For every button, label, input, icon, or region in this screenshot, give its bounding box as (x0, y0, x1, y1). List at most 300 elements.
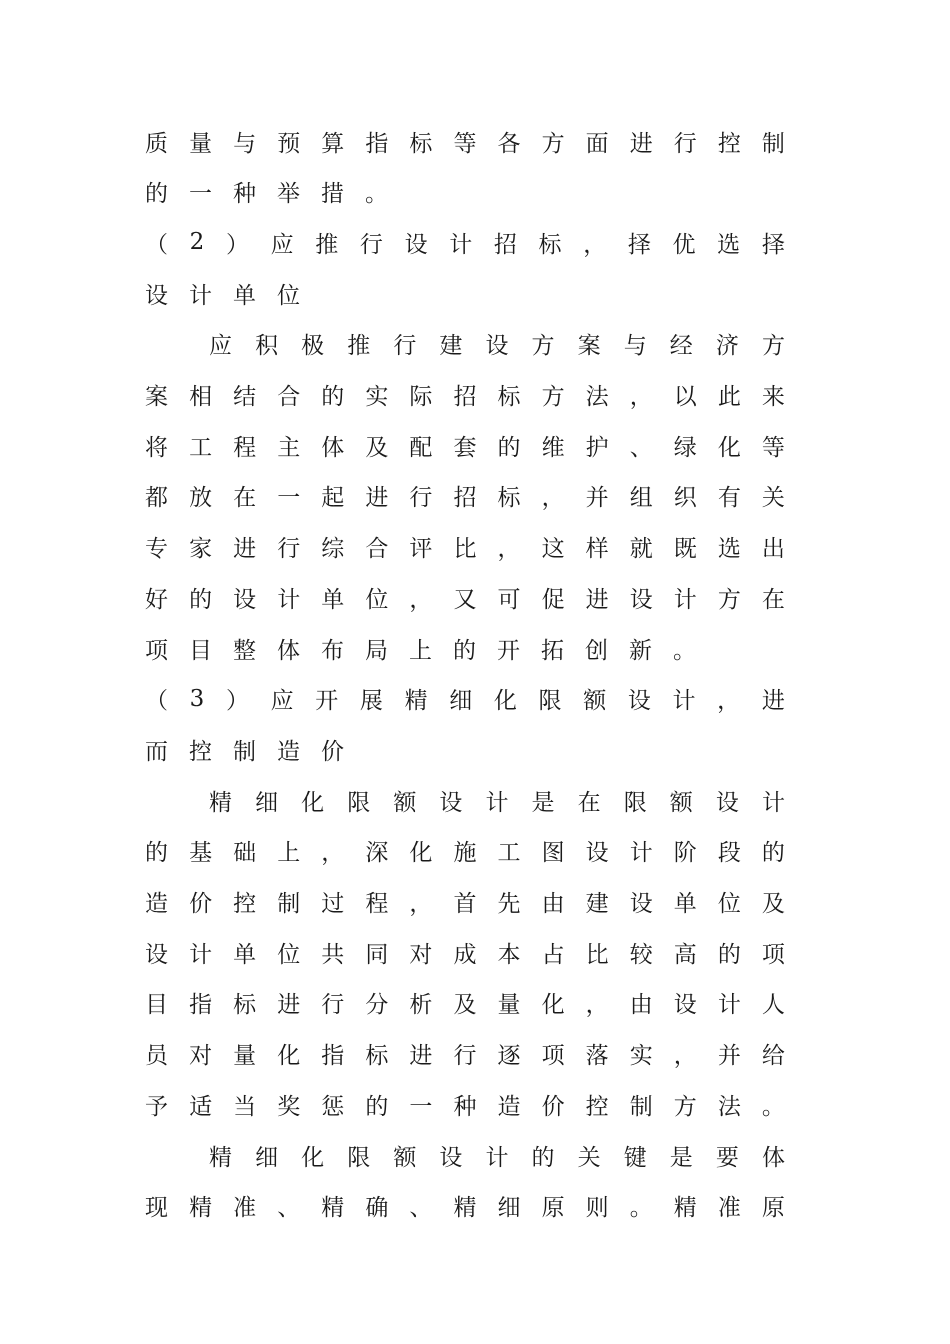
text-char: 应 (209, 333, 232, 360)
text-char: 举 (277, 181, 300, 208)
text-char: 精 (209, 1144, 232, 1171)
text-char: 计 (673, 586, 697, 613)
text-char: 额 (669, 789, 693, 816)
text-char: 精 (189, 1195, 213, 1222)
text-line (145, 935, 785, 969)
text-char: 设 (627, 688, 651, 715)
text-char: 新 (629, 637, 652, 664)
text-line (209, 1138, 785, 1172)
text-char: 应 (270, 688, 294, 715)
text-line (145, 986, 785, 1020)
text-char: 一 (189, 181, 212, 208)
text-char: 就 (629, 536, 653, 563)
text-char: 的 (321, 384, 345, 410)
text-char: 进 (365, 485, 389, 512)
text-char: 开 (315, 688, 339, 715)
text-char: 单 (233, 941, 257, 968)
text-line (145, 732, 785, 766)
text-char: 标 (409, 130, 433, 157)
text-char: 指 (321, 1043, 345, 1070)
text-char: 设 (233, 586, 257, 613)
text-char: 制 (277, 891, 301, 917)
text-char: 这 (541, 536, 565, 563)
text-char: 与 (233, 130, 257, 157)
text-char: 由 (541, 891, 565, 917)
text-char: 关 (761, 485, 785, 512)
text-char: 专 (145, 536, 168, 563)
text-char: 额 (583, 688, 607, 715)
text-char: 比 (585, 941, 609, 968)
text-char: 的 (145, 840, 168, 867)
text-char: 设 (629, 586, 653, 613)
text-char: 精 (209, 789, 232, 816)
text-char: 项 (541, 1043, 565, 1070)
text-char: 、 (277, 1195, 301, 1222)
text-char: 落 (585, 1043, 609, 1070)
text-char: 方 (761, 333, 785, 360)
text-char: 选 (717, 536, 741, 563)
text-char: 起 (321, 485, 345, 512)
text-char: 基 (189, 840, 213, 867)
text-char: 及 (453, 992, 477, 1019)
text-char: 位 (277, 941, 301, 968)
text-char: 限 (347, 789, 371, 816)
text-char: 先 (497, 891, 521, 917)
text-char: 制 (629, 1093, 653, 1120)
text-char: 推 (315, 231, 339, 258)
text-char: 逐 (497, 1043, 521, 1070)
text-char: 相 (189, 384, 213, 410)
text-char: 化 (301, 789, 325, 816)
text-char: 行 (409, 485, 433, 512)
text-char: 主 (277, 434, 301, 461)
text-char: 绿 (673, 434, 697, 461)
text-char: 标 (538, 231, 562, 258)
text-char: ， (585, 992, 609, 1019)
text-char: 选 (717, 231, 741, 258)
text-char: 目 (145, 992, 168, 1019)
text-char: 择 (627, 231, 651, 258)
text-char: 进 (585, 586, 609, 613)
text-char: 应 (270, 231, 294, 258)
text-char: 化 (493, 688, 517, 715)
text-char: 是 (531, 789, 555, 816)
text-char: 准 (233, 1195, 257, 1222)
text-char: 既 (673, 536, 697, 563)
text-char: 经 (669, 333, 693, 360)
text-char: 准 (717, 1195, 741, 1222)
text-char: 行 (359, 231, 383, 258)
text-char: 进 (277, 992, 301, 1019)
text-char: 等 (761, 434, 785, 461)
text-char: 阶 (673, 840, 697, 867)
text-char: 量 (189, 130, 213, 157)
text-char: 一 (409, 1093, 433, 1120)
text-char: 综 (321, 536, 345, 563)
text-char: 合 (277, 384, 301, 410)
text-char: 招 (493, 231, 517, 258)
text-char: ） (225, 688, 249, 715)
text-char: 限 (538, 688, 562, 715)
text-char: 组 (629, 485, 653, 512)
text-line (145, 428, 785, 462)
text-char: 是 (669, 1144, 693, 1171)
text-char: 对 (189, 1043, 213, 1070)
text-char: 套 (453, 434, 477, 461)
text-char: 键 (623, 1144, 647, 1171)
text-char: 过 (321, 891, 345, 917)
text-char: 控 (717, 130, 741, 157)
text-char: 员 (145, 1043, 168, 1070)
text-char: 合 (365, 536, 389, 563)
text-char: 工 (497, 840, 521, 867)
text-char: 价 (189, 891, 213, 917)
text-char: 的 (717, 941, 741, 968)
text-char: 有 (717, 485, 741, 512)
text-char: 方 (531, 333, 555, 360)
text-char: 惩 (321, 1093, 345, 1120)
text-char: 配 (409, 434, 433, 461)
text-char: 化 (409, 840, 433, 867)
text-char: 计 (629, 840, 653, 867)
text-line (145, 1189, 785, 1223)
text-char: 标 (233, 992, 257, 1019)
text-char: 化 (277, 1043, 301, 1070)
text-char: 并 (585, 485, 609, 512)
text-char: 开 (497, 637, 520, 664)
text-char: 预 (277, 130, 301, 157)
text-char: 设 (439, 1144, 463, 1171)
text-char: 及 (761, 891, 785, 917)
text-char: 进 (233, 536, 257, 563)
text-char: 较 (629, 941, 653, 968)
text-char: 高 (673, 941, 697, 968)
text-char: 精 (673, 1195, 697, 1222)
text-char: 位 (365, 586, 389, 613)
text-char: 计 (672, 688, 696, 715)
text-char: 。 (629, 1195, 653, 1222)
text-char: 计 (485, 1144, 509, 1171)
text-char: 种 (233, 181, 256, 208)
text-char: 。 (365, 181, 388, 208)
text-char: 好 (145, 586, 168, 613)
text-char: 限 (347, 1144, 371, 1171)
text-char: 造 (497, 1093, 521, 1120)
text-char: 予 (145, 1093, 168, 1120)
text-char: 实 (365, 384, 389, 410)
text-char: 施 (453, 840, 477, 867)
text-char: 招 (453, 384, 477, 410)
text-char: 体 (321, 434, 345, 461)
text-char: 制 (233, 738, 256, 765)
text-char: 控 (189, 738, 212, 765)
text-char: （ (145, 231, 168, 258)
text-char: 深 (365, 840, 389, 867)
text-char: 实 (629, 1043, 653, 1070)
text-char: 极 (301, 333, 325, 360)
text-char: 造 (277, 738, 300, 765)
text-char: 的 (453, 637, 476, 664)
text-char: 单 (233, 282, 256, 309)
text-char: 化 (541, 992, 565, 1019)
text-char: 计 (717, 992, 741, 1019)
text-line (145, 885, 785, 919)
text-char: 展 (359, 688, 383, 715)
text-char: 首 (453, 891, 477, 917)
text-char: 上 (409, 637, 432, 664)
text-char: 单 (321, 586, 345, 613)
text-char: 化 (717, 434, 741, 461)
text-char: 。 (761, 1093, 785, 1120)
text-char: 项 (145, 637, 168, 664)
text-char: 的 (497, 434, 521, 461)
text-char: 析 (409, 992, 433, 1019)
text-char: 行 (277, 536, 301, 563)
text-char: 设 (145, 941, 168, 968)
text-char: 单 (673, 891, 697, 917)
text-char: 进 (629, 130, 653, 157)
text-char: 计 (189, 282, 212, 309)
text-char: 与 (623, 333, 647, 360)
text-char: 细 (497, 1195, 521, 1222)
text-char: 以 (673, 384, 697, 410)
text-char: 设 (485, 333, 509, 360)
text-char: 维 (541, 434, 565, 461)
text-char: 计 (761, 789, 785, 816)
text-char: 标 (365, 1043, 389, 1070)
text-char: 进 (761, 688, 785, 715)
text-char: 设 (585, 840, 609, 867)
text-line (209, 327, 785, 361)
text-char: ） (225, 231, 249, 258)
text-char: 设 (715, 789, 739, 816)
text-char: 位 (277, 282, 300, 309)
text-char: 程 (365, 891, 389, 917)
text-char: 法 (717, 1093, 741, 1120)
text-char: 价 (321, 738, 344, 765)
text-char: 局 (365, 637, 388, 664)
text-char: 。 (673, 637, 696, 664)
text-char: 质 (145, 130, 168, 157)
text-char: 行 (453, 1043, 477, 1070)
text-char: 标 (497, 384, 521, 410)
text-char: 、 (409, 1195, 433, 1222)
text-char: 确 (365, 1195, 389, 1222)
text-char: 适 (189, 1093, 213, 1120)
text-char: 、 (629, 434, 653, 461)
text-char: 人 (761, 992, 785, 1019)
text-char: 量 (233, 1043, 257, 1070)
text-char: 精 (453, 1195, 477, 1222)
text-line (145, 530, 785, 564)
text-char: ， (497, 536, 521, 563)
text-char: 案 (145, 384, 168, 410)
text-char: 细 (255, 1144, 279, 1171)
text-char: 进 (409, 1043, 433, 1070)
text-line (145, 124, 785, 158)
text-char: 建 (439, 333, 463, 360)
text-char: 际 (409, 384, 433, 410)
text-char: 位 (717, 891, 741, 917)
text-char: 占 (541, 941, 565, 968)
text-char: 造 (145, 891, 168, 917)
text-char: 创 (585, 637, 608, 664)
text-char: 上 (277, 840, 301, 867)
text-char: 各 (497, 130, 521, 157)
text-char: 方 (541, 384, 565, 410)
text-char: ， (321, 840, 345, 867)
text-char: 济 (715, 333, 739, 360)
text-char: 体 (277, 637, 300, 664)
text-char: ， (673, 1043, 697, 1070)
text-char: 目 (189, 637, 212, 664)
text-char: 建 (585, 891, 609, 917)
text-char: 图 (541, 840, 565, 867)
text-char: 护 (585, 434, 609, 461)
text-char: 又 (453, 586, 477, 613)
text-char: 并 (717, 1043, 741, 1070)
text-char: 成 (453, 941, 477, 968)
text-char: 择 (761, 231, 785, 258)
text-char: 2 (189, 229, 205, 256)
text-char: ， (409, 891, 433, 917)
text-char: 共 (321, 941, 345, 968)
text-char: 家 (189, 536, 213, 563)
text-char: 行 (673, 130, 697, 157)
text-char: 行 (393, 333, 417, 360)
text-char: 奖 (277, 1093, 301, 1120)
text-char: 案 (577, 333, 601, 360)
text-char: （ (145, 688, 168, 715)
text-char: 细 (449, 688, 473, 715)
text-char: 设 (404, 231, 428, 258)
text-char: 促 (541, 586, 565, 613)
text-char: 法 (585, 384, 609, 410)
text-char: ， (541, 485, 565, 512)
text-char: 积 (255, 333, 279, 360)
text-char: 出 (761, 536, 785, 563)
text-char: 控 (585, 1093, 609, 1120)
text-line (145, 1037, 785, 1071)
text-char: 拓 (541, 637, 564, 664)
text-line (145, 175, 785, 209)
text-char: 而 (145, 738, 168, 765)
text-char: 设 (673, 992, 697, 1019)
text-line (145, 479, 785, 513)
text-char: 样 (585, 536, 609, 563)
text-line (145, 682, 785, 716)
text-char: 措 (321, 181, 344, 208)
text-line (209, 783, 785, 817)
text-char: 由 (629, 992, 653, 1019)
text-char: 种 (453, 1093, 477, 1120)
text-line (145, 276, 785, 310)
text-char: 限 (623, 789, 647, 816)
text-char: 来 (761, 384, 785, 410)
text-char: 础 (233, 840, 257, 867)
text-line (145, 580, 785, 614)
text-char: 精 (404, 688, 428, 715)
text-char: 算 (321, 130, 345, 157)
text-char: 标 (497, 485, 521, 512)
text-line (145, 834, 785, 868)
text-char: 设 (145, 282, 168, 309)
text-char: 工 (189, 434, 213, 461)
text-char: 的 (365, 1093, 389, 1120)
text-line (145, 1087, 785, 1121)
text-char: 及 (365, 434, 389, 461)
text-char: 项 (761, 941, 785, 968)
text-char: 此 (717, 384, 741, 410)
text-char: 整 (233, 637, 256, 664)
text-char: 方 (541, 130, 565, 157)
text-char: 比 (453, 536, 477, 563)
text-char: 额 (393, 1144, 417, 1171)
text-char: 计 (277, 586, 301, 613)
text-char: 等 (453, 130, 477, 157)
text-char: 同 (365, 941, 389, 968)
text-char: 的 (761, 840, 785, 867)
text-char: 将 (145, 434, 168, 461)
text-char: 织 (673, 485, 697, 512)
text-char: ， (409, 586, 433, 613)
text-char: 给 (761, 1043, 785, 1070)
text-char: 额 (393, 789, 417, 816)
text-char: 可 (497, 586, 521, 613)
text-char: 关 (577, 1144, 601, 1171)
text-char: ， (583, 231, 607, 258)
text-char: 的 (531, 1144, 555, 1171)
text-char: 计 (189, 941, 213, 968)
text-char: 结 (233, 384, 257, 410)
text-char: 现 (145, 1195, 168, 1222)
text-char: 在 (761, 586, 785, 613)
text-char: 优 (672, 231, 696, 258)
text-char: 招 (453, 485, 477, 512)
text-char: 体 (761, 1144, 785, 1171)
text-char: 推 (347, 333, 371, 360)
text-line (145, 225, 785, 259)
text-char: 细 (255, 789, 279, 816)
text-char: 行 (321, 992, 345, 1019)
text-char: 计 (449, 231, 473, 258)
text-char: 制 (761, 130, 785, 157)
text-char: 在 (577, 789, 601, 816)
text-char: 对 (409, 941, 433, 968)
text-char: 一 (277, 485, 301, 512)
text-char: 方 (673, 1093, 697, 1120)
text-char: 本 (497, 941, 521, 968)
text-char: 指 (189, 992, 213, 1019)
text-char: 量 (497, 992, 521, 1019)
text-char: 都 (145, 485, 168, 512)
text-char: 原 (541, 1195, 565, 1222)
text-char: 分 (365, 992, 389, 1019)
text-line (145, 378, 785, 412)
text-char: 计 (485, 789, 509, 816)
text-char: 当 (233, 1093, 257, 1120)
text-char: 设 (439, 789, 463, 816)
text-char: ， (629, 384, 653, 410)
text-line (145, 631, 785, 665)
text-char: 方 (717, 586, 741, 613)
text-char: 3 (189, 685, 205, 712)
text-char: 程 (233, 434, 257, 461)
text-char: 则 (585, 1195, 609, 1222)
text-char: 设 (629, 891, 653, 917)
text-char: 化 (301, 1144, 325, 1171)
text-char: 精 (321, 1195, 345, 1222)
